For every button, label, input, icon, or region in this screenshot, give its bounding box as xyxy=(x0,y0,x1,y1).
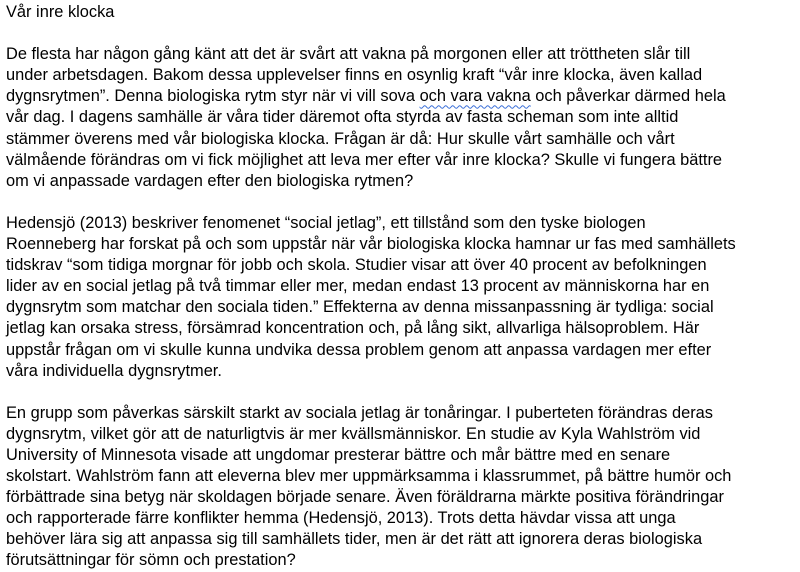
text-line: University of Minnesota visade att ungdomar presterar bättre och mår bättre med en senare xyxy=(6,445,671,464)
text-line: dygnsrytm, vilket gör att de naturligtvis är mer kvällsmänniskor. En studie av Kyla Wahlström vid xyxy=(6,424,701,443)
text-line: om vi anpassade vardagen efter den biologiska rytmen? xyxy=(6,171,414,190)
text-run: dygnsrytmen”. Denna biologiska rytm styr när vi vill sova xyxy=(6,87,420,106)
text-line: Roenneberg har forskat på och som uppstår när vår biologiska klocka hamnar ur fas med samhällets xyxy=(6,235,736,254)
text-line: vår dag. I dagens samhälle är våra tider däremot ofta styrda av fasta scheman som inte alltid xyxy=(6,108,679,127)
text-line xyxy=(6,86,800,107)
text-line: behöver lära sig att anpassa sig till samhällets tider, men är det rätt att ignorera deras biologiska xyxy=(6,530,703,549)
text-line: dygnsrytm som matchar den sociala tiden.” Effekterna av denna missanpassning är tydliga: social xyxy=(6,298,714,317)
text-line: De flesta har någon gång känt att det är svårt att vakna på morgonen eller att tröttheten slår till xyxy=(6,45,691,64)
text-line: uppstår frågan om vi skulle kunna undvika dessa problem genom att anpassa vardagen mer efter xyxy=(6,340,712,359)
spellcheck-underlined-text[interactable]: och vara vakna xyxy=(419,87,531,106)
paragraph-teenagers xyxy=(6,403,800,572)
text-line: Hedensjö (2013) beskriver fenomenet “social jetlag”, ett tillstånd som den tyske biologen xyxy=(6,213,646,232)
text-line: tidskrav “som tidiga morgnar för jobb och skola. Studier visar att över 40 procent av befolkningen xyxy=(6,256,707,275)
text-line: jetlag kan orsaka stress, försämrad koncentration och, på lång sikt, allvarliga hälsoproblem. Här xyxy=(6,319,700,338)
paragraph-social-jetlag xyxy=(6,213,800,382)
text-line: under arbetsdagen. Bakom dessa upplevelser finns en osynlig kraft “vår inre klocka, även kallad xyxy=(6,66,703,85)
text-line: och rapporterade färre konflikter hemma (Hedensjö, 2013). Trots detta hävdar vissa att unga xyxy=(6,509,676,528)
text-line: stämmer överens med vår biologiska klocka. Frågan är då: Hur skulle vårt samhälle och vårt xyxy=(6,129,675,148)
text-run: och påverkar därmed hela xyxy=(530,87,726,106)
text-line: skolstart. Wahlström fann att eleverna blev mer uppmärksamma i klassrummet, på bättre humör och xyxy=(6,467,732,486)
text-line: våra individuella dygnsrytmer. xyxy=(6,361,222,380)
text-line: En grupp som påverkas särskilt starkt av sociala jetlag är tonåringar. I puberteten förändras deras xyxy=(6,403,713,422)
document-title: Vår inre klocka xyxy=(6,3,115,21)
text-line: lider av en social jetlag på två timmar eller mer, medan endast 13 procent av människorna har en xyxy=(6,277,710,296)
text-line: välmående förändras om vi fick möjlighet att leva mer efter vår inre klocka? Skulle vi fungera bättre xyxy=(6,150,723,169)
text-line: förutsättningar för sömn och prestation? xyxy=(6,551,296,570)
paragraph-intro xyxy=(6,44,800,192)
text-line: förbättrade sina betyg när skoldagen började senare. Även föräldrarna märkte positiva förändringar xyxy=(6,488,724,507)
